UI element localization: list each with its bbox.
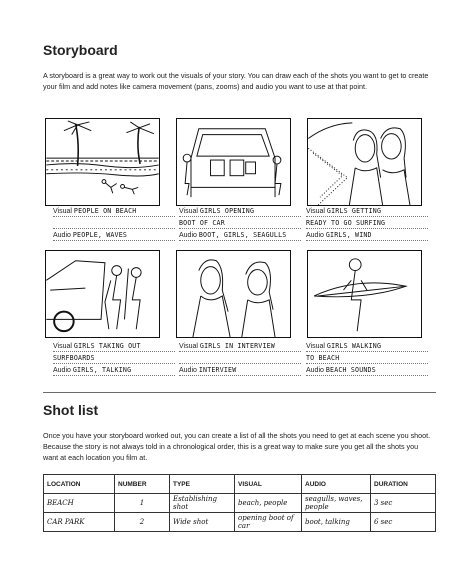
shot-list-intro: Once you have your storyboard worked out, you can create a list of all the shots you need to get at each scene you shoot. Because the story is not always told in a chronological order, this is a great way to make sure you get all the shots you want at each location you film at.	[43, 431, 431, 462]
cell-duration: 3 sec	[371, 494, 436, 513]
storyboard-intro: A storyboard is a great way to work out the visuals of your story. You can draw each of the shots you want to get to create your film and add notes like camera movement (pans, zooms) and audio you want to use at that point.	[43, 71, 429, 91]
caption-frame-1: Visual PEOPLE ON BEACH Audio PEOPLE, WAVES	[53, 207, 175, 243]
caption-frame-4: Visual GIRLS TAKING OUT SURFBOARDS Audio GIRLS, TALKING	[53, 342, 175, 378]
storyboard-heading: Storyboard	[43, 42, 118, 58]
caption-frame-3: Visual GIRLS GETTING READY TO GO SURFING Audio GIRLS, WIND	[306, 207, 428, 243]
column-header-audio: AUDIO	[302, 475, 371, 494]
section-divider	[43, 392, 436, 393]
caption-frame-2: Visual GIRLS OPENING BOOT OF CAR Audio BOOT, GIRLS, SEAGULLS	[179, 207, 301, 243]
table-row	[44, 513, 436, 532]
cell-number: 1	[115, 494, 170, 513]
surfboards-sketch	[46, 251, 159, 337]
storyboard-frame-interview	[176, 250, 291, 338]
storyboard-frame-walking	[307, 250, 422, 338]
table-row	[44, 494, 436, 513]
girls-closeup-sketch	[308, 119, 421, 205]
table-header-row	[44, 475, 436, 494]
storyboard-frame-beach	[45, 118, 160, 206]
cell-audio: seagulls, waves, people	[302, 494, 371, 513]
column-header-location: LOCATION	[44, 475, 115, 494]
column-header-visual: VISUAL	[235, 475, 302, 494]
storyboard-frame-girls-closeup	[307, 118, 422, 206]
beach-sketch	[46, 119, 159, 205]
cell-visual: opening boot of car	[235, 513, 302, 532]
cell-duration: 6 sec	[371, 513, 436, 532]
column-header-duration: DURATION	[371, 475, 436, 494]
storyboard-frame-surfboards	[45, 250, 160, 338]
column-header-type: TYPE	[170, 475, 235, 494]
car-boot-sketch	[177, 119, 290, 205]
cell-type: Wide shot	[170, 513, 235, 532]
cell-location: BEACH	[44, 494, 115, 513]
caption-frame-6: Visual GIRLS WALKING TO BEACH Audio BEACH SOUNDS	[306, 342, 428, 378]
cell-visual: beach, people	[235, 494, 302, 513]
cell-number: 2	[115, 513, 170, 532]
shot-list-table	[43, 474, 436, 532]
shot-list-heading: Shot list	[43, 402, 99, 418]
column-header-number: NUMBER	[115, 475, 170, 494]
interview-sketch	[177, 251, 290, 337]
cell-audio: boot, talking	[302, 513, 371, 532]
storyboard-frame-car-boot	[176, 118, 291, 206]
caption-frame-5: Visual GIRLS IN INTERVIEW Audio INTERVIEW	[179, 342, 301, 378]
walking-sketch	[308, 251, 421, 337]
cell-location: CAR PARK	[44, 513, 115, 532]
cell-type: Establishing shot	[170, 494, 235, 513]
